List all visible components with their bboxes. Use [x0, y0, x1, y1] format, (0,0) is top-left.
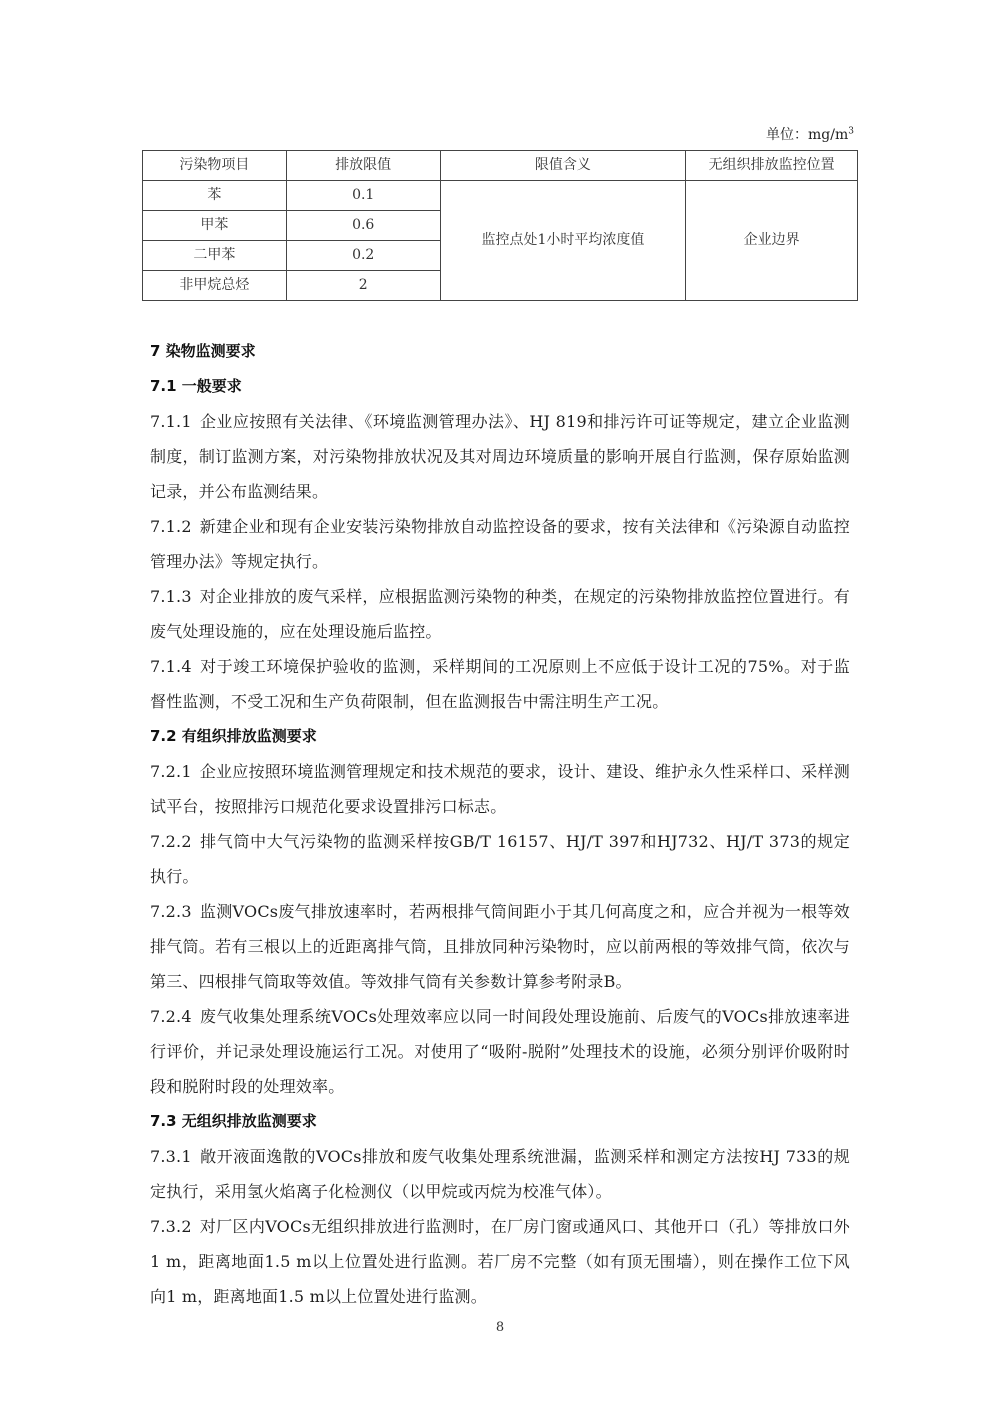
- paragraph-7-1-4: 7.1.4 对于竣工环境保护验收的监测，采样期间的工况原则上不应低于设计工况的75%。对于监督性监测，不受工况和生产负荷限制，但在监测报告中需注明生产工况。: [150, 657, 850, 711]
- paragraph-7-1-1: 7.1.1 企业应按照有关法律、《环境监测管理办法》、HJ 819和排污许可证等规定，建立企业监测制度，制订监测方案，对污染物排放状况及其对周边环境质量的影响开展自行监测，保存原始监测记录，并公布监测结果。: [150, 412, 850, 501]
- paragraph-7-2-4: 7.2.4 废气收集处理系统VOCs处理效率应以同一时间段处理设施前、后废气的VOCs排放速率进行评价，并记录处理设施运行工况。对使用了“吸附-脱附”处理技术的设施，必须分别评价吸附时段和脱附时段的处理效率。: [150, 1007, 850, 1096]
- limit-cell: 0.2: [286, 241, 440, 271]
- limit-cell: 0.6: [286, 211, 440, 241]
- section-heading-7-3: 7.3 无组织排放监测要求: [150, 1112, 317, 1130]
- limit-cell: 0.1: [286, 181, 440, 211]
- emission-limits-table: [142, 150, 858, 301]
- pollutant-cell: 非甲烷总烃: [143, 271, 287, 301]
- paragraph-7-3-1: 7.3.1 敞开液面逸散的VOCs排放和废气收集处理系统泄漏，监测采样和测定方法按HJ 733的规定执行，采用氢火焰离子化检测仪（以甲烷或丙烷为校准气体）。: [150, 1147, 850, 1201]
- page-number: 8: [495, 1320, 505, 1335]
- unit-label: 单位：$mg/m^3$: [766, 126, 854, 143]
- limit-cell: 2: [286, 271, 440, 301]
- section-heading-7-1: 7.1 一般要求: [150, 377, 242, 395]
- section-heading-7-2: 7.2 有组织排放监测要求: [150, 727, 317, 745]
- pollutant-cell: 苯: [143, 181, 287, 211]
- header-limit: 排放限值: [286, 151, 440, 181]
- section-heading-7: 7 染物监测要求: [150, 342, 256, 360]
- meaning-cell: 监控点处1小时平均浓度值: [440, 181, 686, 301]
- location-cell: 企业边界: [686, 181, 858, 301]
- paragraph-7-1-3: 7.1.3 对企业排放的废气采样，应根据监测污染物的种类，在规定的污染物排放监控位置进行。有废气处理设施的，应在处理设施后监控。: [150, 587, 850, 641]
- header-location: 无组织排放监控位置: [686, 151, 858, 181]
- table-row: [143, 181, 858, 211]
- pollutant-cell: 二甲苯: [143, 241, 287, 271]
- paragraph-7-2-3: 7.2.3 监测VOCs废气排放速率时，若两根排气筒间距小于其几何高度之和，应合并视为一根等效排气筒。若有三根以上的近距离排气筒，且排放同种污染物时，应以前两根的等效排气筒，依次与第三、四根排气筒取等效值。等效排气筒有关参数计算参考附录B。: [150, 902, 850, 991]
- paragraph-7-2-2: 7.2.2 排气筒中大气污染物的监测采样按GB/T 16157、HJ/T 397和HJ732、HJ/T 373的规定执行。: [150, 832, 850, 886]
- table-header-row: [143, 151, 858, 181]
- header-meaning: 限值含义: [440, 151, 686, 181]
- document-body: [150, 334, 850, 1314]
- paragraph-7-1-2: 7.1.2 新建企业和现有企业安装污染物排放自动监控设备的要求，按有关法律和《污染源自动监控管理办法》等规定执行。: [150, 517, 850, 571]
- pollutant-cell: 甲苯: [143, 211, 287, 241]
- paragraph-7-3-2: 7.3.2 对厂区内VOCs无组织排放进行监测时，在厂房门窗或通风口、其他开口（孔）等排放口外1 m，距离地面1.5 m以上位置处进行监测。若厂房不完整（如有顶无围墙），则在操作工位下风向1 m，距离地面1.5 m以上位置处进行监测。: [150, 1217, 850, 1306]
- header-pollutant: 污染物项目: [143, 151, 287, 181]
- paragraph-7-2-1: 7.2.1 企业应按照环境监测管理规定和技术规范的要求，设计、建设、维护永久性采样口、采样测试平台，按照排污口规范化要求设置排污口标志。: [150, 762, 850, 816]
